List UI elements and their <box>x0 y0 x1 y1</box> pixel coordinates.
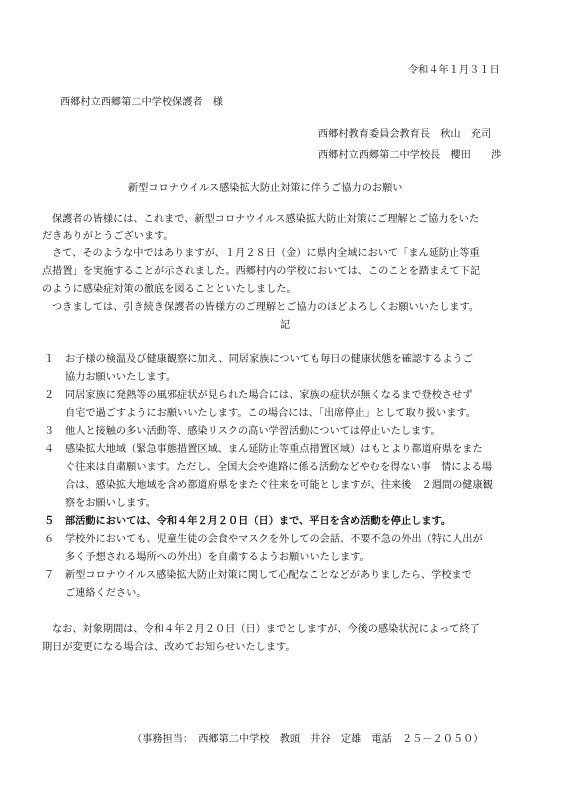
sender-superintendent: 西郷村教育委員会教育長 秋山 充司 <box>318 129 492 140</box>
item-number: ３ <box>44 426 55 437</box>
item-number: ７ <box>44 570 55 581</box>
intro-line: つきましては、引き続き保護者の皆様方のご理解とご協力のほどよろしくお願いいたします。 <box>52 302 480 313</box>
closing-line: 期日が変更になる場合は、改めてお知らせいたします。 <box>42 642 296 653</box>
intro-line: さて、そのような中ではありますが、１月２８日（金）に県内全域において「まん延防止等重 <box>52 248 480 259</box>
intro-line: 点措置」を実施することが示されました。西郷村内の学校においては、このことを踏まえて下記 <box>42 266 481 277</box>
contact-info: （事務担当： 西郷第二中学校 教頭 井谷 定雄 電話 ２５－２０５０） <box>132 734 484 745</box>
item-line: 学校外においても、児童生徒の会食やマスクを外しての会話、不要不急の外出（特に人出が <box>65 534 483 545</box>
document-title: 新型コロナウイルス感染拡大防止対策に伴うご協力のお願い <box>128 183 403 194</box>
item-number: ４ <box>44 444 55 455</box>
intro-line: のように感染症対策の徹底を図ることといたしました。 <box>42 284 297 295</box>
item-number: １ <box>44 354 55 365</box>
item-line: 多く予想される場所への外出）を自粛するようお願いいたします。 <box>65 552 370 563</box>
item-line: 察をお願いします。 <box>65 498 156 509</box>
ki-heading: 記 <box>280 320 291 331</box>
item-line: ご連絡ください。 <box>65 588 147 599</box>
item-line: 感染拡大地域（緊急事態措置区域、まん延防止等重点措置区域）はもとより都道府県をまた <box>65 444 483 455</box>
item-number: ６ <box>44 534 55 545</box>
sender-principal: 西郷村立西郷第二中学校長 櫻田 渉 <box>318 150 502 161</box>
item-line: 協力お願いいたします。 <box>65 372 177 383</box>
item-number: ２ <box>44 390 55 401</box>
item-line: 他人と接触の多い活動等、感染リスクの高い学習活動については停止いたします。 <box>65 426 441 437</box>
item-line: 合は、感染拡大地域を含め都道府県をまたぐ往来を可能としますが、往来後 ２週間の健康観 <box>65 480 493 491</box>
intro-line: 保護者の皆様には、これまで、新型コロナウイルス感染拡大防止対策にご理解とご協力をいた <box>52 214 480 225</box>
item-line-emphasis: 部活動においては、令和４年２月２０日（日）まで、平日を含め活動を停止します。 <box>65 516 452 527</box>
item-line: お子様の検温及び健康観察に加え、同居家族についても毎日の健康状態を確認するようご <box>65 354 473 365</box>
item-line: 新型コロナウイルス感染拡大防止対策に関して心配なことなどがありましたら、学校まで <box>65 570 472 581</box>
closing-line: なお、対象期間は、令和４年２月２０日（日）までとしますが、今後の感染状況によって終了 <box>52 624 480 635</box>
item-number: ５ <box>44 516 55 527</box>
date: 令和４年１月３１日 <box>408 65 500 76</box>
item-line: ぐ往来は自粛願います。ただし、全国大会や進路に係る活動などやむを得ない事 情による場 <box>65 462 493 473</box>
item-line: 自宅で過ごすようにお願いいたします。この場合には、「出席停止」として取り扱います。 <box>65 408 476 419</box>
item-line: 同居家族に発熱等の風邪症状が見られた場合には、家族の症状が無くなるまで登校させず <box>65 390 473 401</box>
intro-line: だきありがとうございます。 <box>42 231 174 242</box>
addressee: 西郷村立西郷第二中学校保護者 様 <box>60 97 223 108</box>
